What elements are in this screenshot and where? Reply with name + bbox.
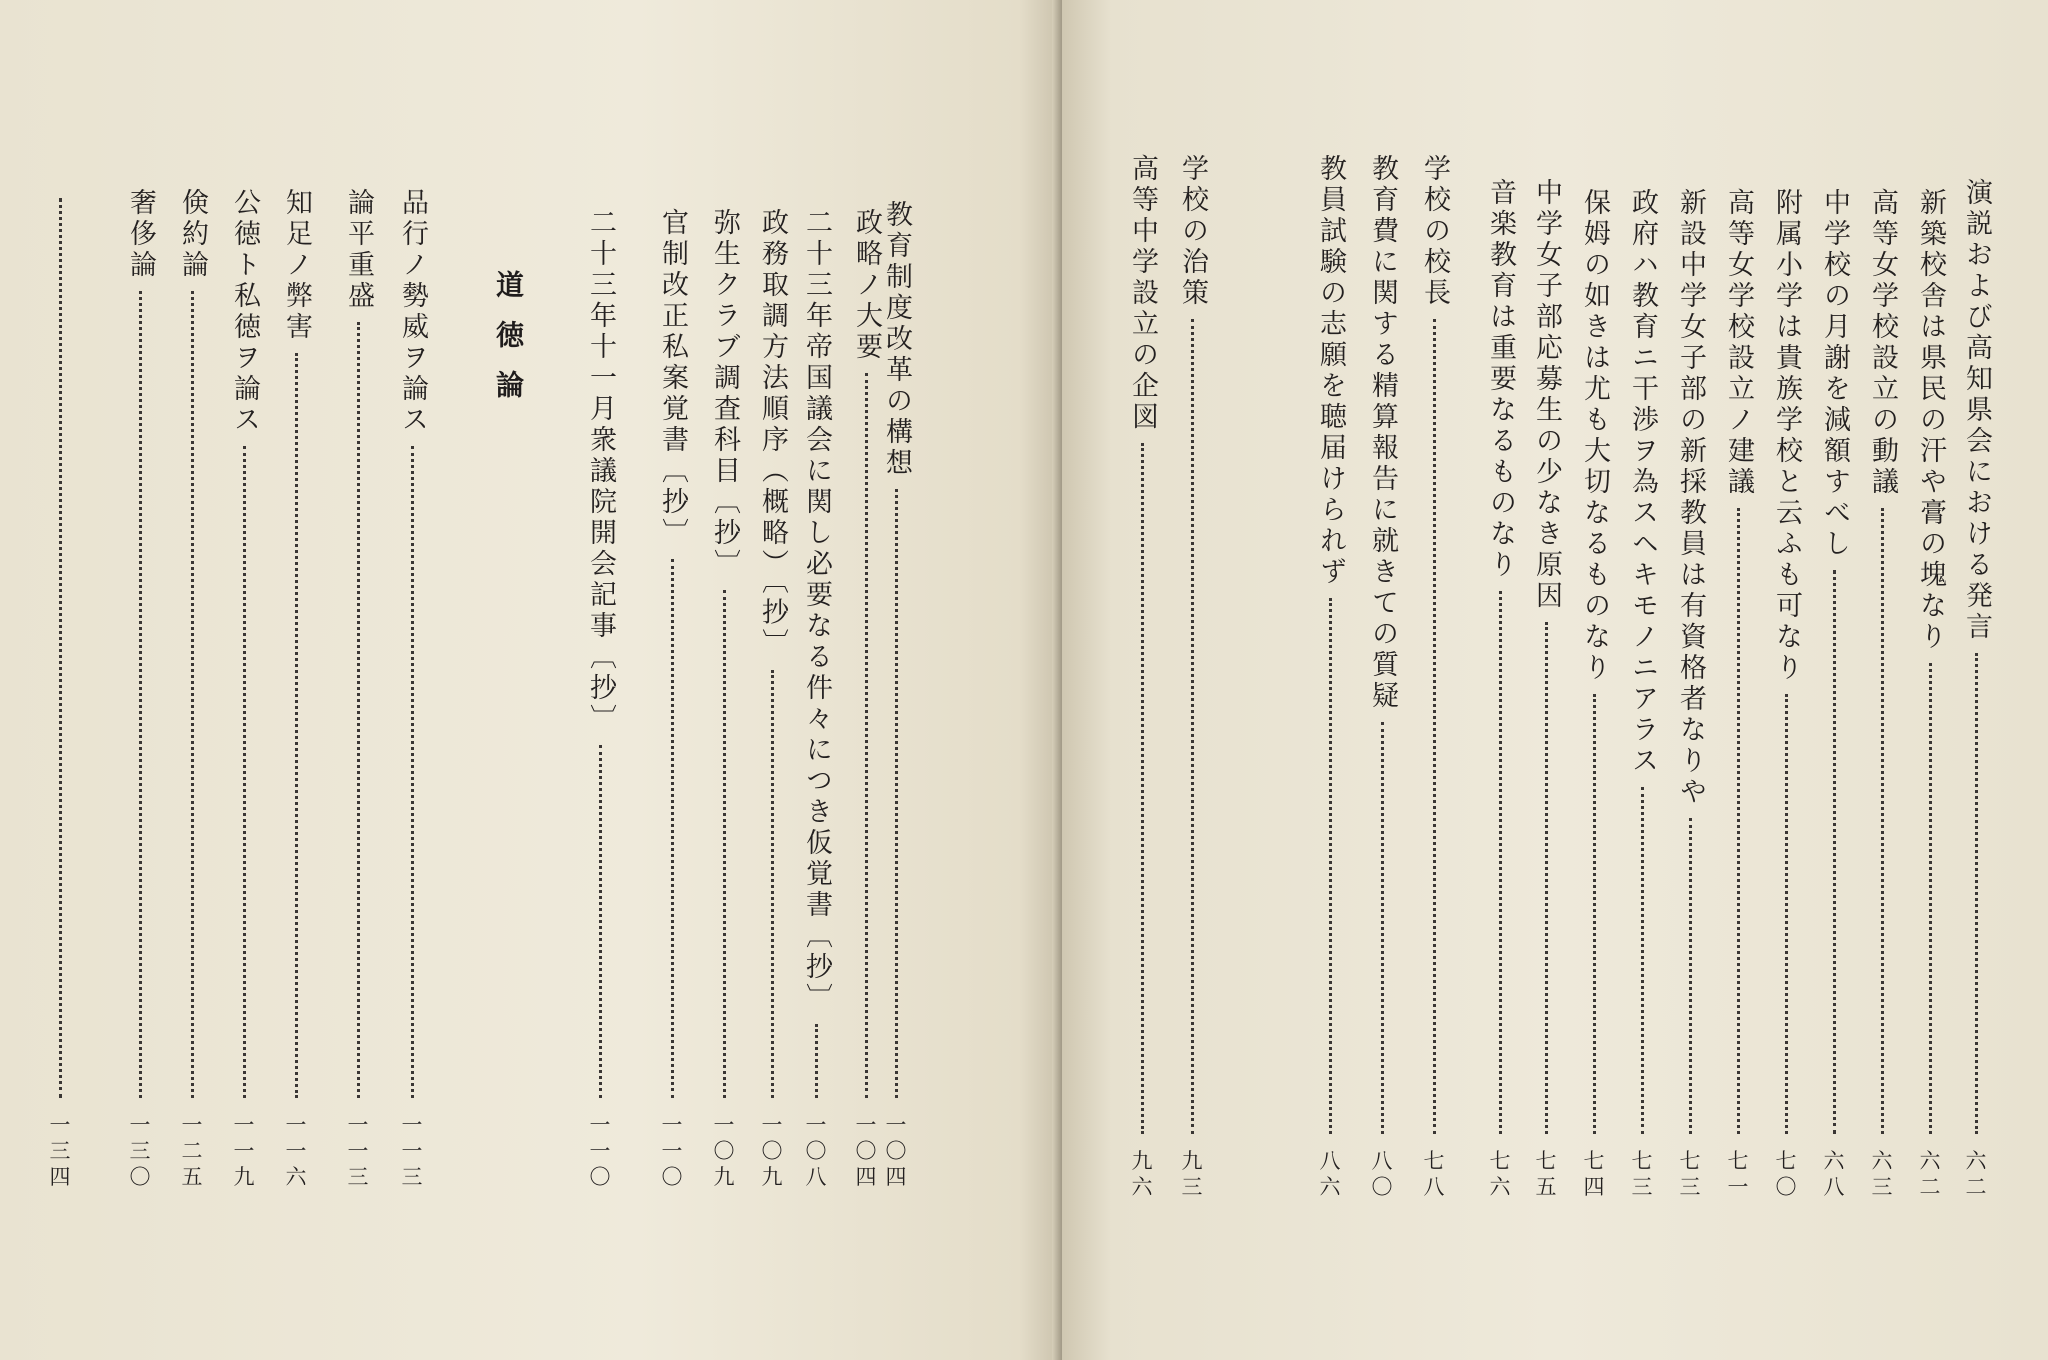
toc-entry-title: 品行ノ勢威ヲ論ス	[397, 188, 428, 436]
toc-entry-title: 二十三年十一月衆議院開会記事〔抄〕	[585, 208, 616, 735]
dot-leader	[723, 590, 726, 1098]
toc-entry-page: 一〇四	[855, 1113, 877, 1189]
toc-entry-page: 七三	[1631, 1149, 1653, 1199]
toc-entry	[1766, 188, 1806, 1200]
toc-entry-title: 教員試験の志願を聴届けられず	[1315, 154, 1346, 588]
dot-leader	[1881, 508, 1884, 1134]
dot-leader	[1499, 591, 1502, 1134]
dot-leader	[1433, 319, 1436, 1134]
toc-entry-title: 高等女学校設立ノ建議	[1723, 188, 1754, 498]
toc-entry	[652, 208, 692, 1190]
right-toc	[1062, 0, 2048, 1360]
toc-entry-page: 七六	[1489, 1149, 1511, 1199]
toc-entry-title: 知足ノ弊害	[281, 188, 312, 343]
toc-entry-title: 政略ノ大要	[851, 208, 882, 363]
toc-entry	[392, 188, 432, 1190]
dot-leader	[1833, 570, 1836, 1134]
toc-entry-title: 中学校の月謝を減額すべし	[1819, 188, 1850, 560]
toc-entry-title: 公徳ト私徳ヲ論ス	[229, 188, 260, 436]
toc-entry-title: 高等中学設立の企図	[1127, 154, 1158, 433]
dot-leader	[1141, 443, 1144, 1134]
toc-entry	[1414, 154, 1454, 1200]
toc-entry-title: 保姆の如きは尤も大切なるものなり	[1579, 188, 1610, 684]
toc-entry-page: 七〇	[1775, 1149, 1797, 1199]
toc-entry	[796, 208, 836, 1190]
dot-leader	[357, 322, 360, 1098]
dot-leader	[295, 353, 298, 1098]
toc-entry	[1574, 188, 1614, 1200]
toc-entry	[1526, 178, 1566, 1200]
toc-entry-title: 倹約論	[177, 188, 208, 281]
toc-entry-page: 七八	[1423, 1149, 1445, 1199]
toc-entry-title: 中学女子部応募生の少なき原因	[1531, 178, 1562, 612]
toc-entry-title: 新築校舎は県民の汗や膏の塊なり	[1915, 188, 1946, 653]
toc-entry-page: 六八	[1823, 1149, 1845, 1199]
toc-entry-page: 一一〇	[661, 1113, 683, 1189]
toc-entry	[1910, 188, 1950, 1200]
toc-entry	[276, 188, 316, 1190]
toc-entry-page: 一〇九	[713, 1113, 735, 1189]
toc-entry	[846, 208, 886, 1190]
toc-entry	[1172, 154, 1212, 1200]
toc-entry-page: 一一六	[285, 1113, 307, 1189]
toc-entry-title: 附属小学は貴族学校と云ふも可なり	[1771, 188, 1802, 684]
toc-entry-title: 教育制度改革の構想	[881, 200, 912, 479]
toc-entry	[1956, 178, 1996, 1200]
dot-leader	[815, 1024, 818, 1098]
dot-leader	[771, 670, 774, 1099]
dot-leader	[139, 291, 142, 1098]
toc-entry-page: 一二五	[181, 1113, 203, 1189]
right-page	[1062, 0, 2048, 1360]
dot-leader	[895, 489, 898, 1098]
toc-entry-page: 七五	[1535, 1149, 1557, 1199]
toc-entry	[1122, 154, 1162, 1200]
toc-entry-title: 政務取調方法順序（概略）〔抄〕	[757, 208, 788, 660]
dot-leader	[1689, 818, 1692, 1134]
toc-entry-title: 論平重盛	[343, 188, 374, 312]
toc-entry-page: 八〇	[1371, 1149, 1393, 1199]
dot-leader	[411, 446, 414, 1098]
toc-entry-title: 高等女学校設立の動議	[1867, 188, 1898, 498]
toc-entry	[704, 208, 744, 1190]
dot-leader	[1191, 319, 1194, 1134]
toc-entry-page: 七四	[1583, 1149, 1605, 1199]
toc-entry-page: 七三	[1679, 1149, 1701, 1199]
toc-entry-title: 二十三年帝国議会に関し必要なる件々につき仮覚書〔抄〕	[801, 208, 832, 1014]
dot-leader	[1329, 598, 1332, 1134]
toc-entry	[1670, 188, 1710, 1200]
toc-entry	[1622, 188, 1662, 1200]
dot-leader	[1641, 787, 1644, 1134]
dot-leader	[1593, 694, 1596, 1134]
toc-entry-page: 一〇八	[805, 1113, 827, 1189]
toc-entry-page: 九六	[1131, 1149, 1153, 1199]
dot-leader	[1785, 694, 1788, 1134]
toc-entry-title: 学校の校長	[1419, 154, 1450, 309]
toc-entry-page: 六二	[1919, 1149, 1941, 1199]
toc-entry	[120, 188, 160, 1190]
toc-entry-title: 官制改正私案覚書〔抄〕	[657, 208, 688, 549]
toc-entry-page: 一一三	[401, 1113, 423, 1189]
toc-entry-page: 一三四	[49, 1113, 71, 1189]
toc-entry	[752, 208, 792, 1190]
toc-entry-page: 一〇四	[885, 1113, 907, 1189]
dot-leader	[243, 446, 246, 1098]
dot-leader	[865, 373, 868, 1098]
toc-entry	[1718, 188, 1758, 1200]
dot-leader	[1975, 653, 1978, 1134]
dot-leader	[1737, 508, 1740, 1134]
toc-entry-page: 七一	[1727, 1149, 1749, 1199]
toc-entry	[172, 188, 212, 1190]
dot-leader	[599, 745, 602, 1098]
toc-entry	[1814, 188, 1854, 1200]
toc-entry-title: 演説および高知県会における発言	[1961, 178, 1992, 643]
toc-entry	[1362, 154, 1402, 1200]
toc-entry-page: 一〇九	[761, 1113, 783, 1189]
dot-leader	[1929, 663, 1932, 1134]
toc-entry-title: 新設中学女子部の新採教員は有資格者なりや	[1675, 188, 1706, 808]
dot-leader	[191, 291, 194, 1098]
toc-entry	[1862, 188, 1902, 1200]
toc-entry-page: 一一〇	[589, 1113, 611, 1189]
toc-entry-title: 弥生クラブ調査科目〔抄〕	[709, 208, 740, 580]
toc-entry-page: 一一三	[347, 1113, 369, 1189]
toc-entry-title: 政府ハ教育ニ干渉ヲ為スヘキモノニアラス	[1627, 188, 1658, 777]
toc-entry-title: 音楽教育は重要なるものなり	[1485, 178, 1516, 581]
toc-entry-page: 六三	[1871, 1149, 1893, 1199]
toc-entry	[338, 188, 378, 1190]
dot-leader	[671, 559, 674, 1098]
dot-leader	[1381, 722, 1384, 1134]
dot-leader	[1545, 622, 1548, 1134]
toc-entry-page: 六二	[1965, 1149, 1987, 1199]
dot-leader	[59, 198, 62, 1098]
section-heading: 道徳論	[492, 270, 525, 420]
toc-entry-title: 奢侈論	[125, 188, 156, 281]
toc-entry	[40, 188, 80, 1190]
toc-entry	[1310, 154, 1350, 1200]
toc-entry-page: 八六	[1319, 1149, 1341, 1199]
toc-entry-title: 教育費に関する精算報告に就きての質疑	[1367, 154, 1398, 712]
toc-entry	[580, 208, 620, 1190]
toc-entry-title: 学校の治策	[1177, 154, 1208, 309]
toc-entry-page: 九三	[1181, 1149, 1203, 1199]
toc-entry	[1480, 178, 1520, 1200]
toc-entry-page: 一一九	[233, 1113, 255, 1189]
toc-entry	[224, 188, 264, 1190]
toc-entry-page: 一三〇	[129, 1113, 151, 1189]
